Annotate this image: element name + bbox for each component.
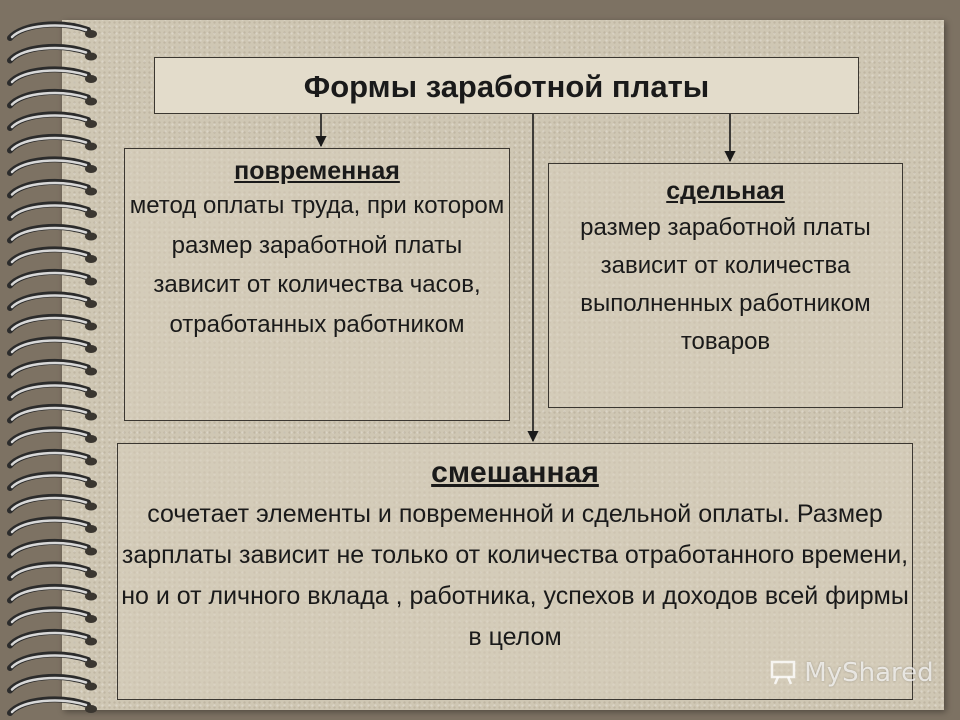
piece-rate-pay-text: размер заработной платы зависит от количества выполненных работником товаров	[580, 214, 871, 355]
spiral-coil	[10, 699, 97, 713]
spiral-coil	[10, 384, 97, 398]
spiral-coil	[10, 542, 97, 556]
spiral-coil	[10, 429, 97, 443]
mixed-pay-heading: смешанная	[431, 456, 599, 489]
spiral-coil	[10, 317, 97, 331]
time-based-pay-text: метод оплаты труда, при котором размер заработной платы зависит от количества часов, отработанных работником	[129, 192, 505, 338]
watermark	[770, 658, 934, 688]
presentation-board-icon	[770, 659, 796, 685]
spiral-binding	[0, 0, 110, 720]
diagram-title: Формы заработной платы	[303, 69, 710, 104]
spiral-coil	[10, 677, 97, 691]
spiral-coil	[10, 654, 97, 668]
time-based-pay-box	[124, 148, 510, 421]
spiral-coil	[10, 24, 97, 38]
spiral-coil	[10, 452, 97, 466]
spiral-coil	[10, 407, 97, 421]
spiral-coil	[10, 294, 97, 308]
spiral-coil	[10, 114, 97, 128]
spiral-coil	[10, 47, 97, 61]
spiral-coil	[10, 564, 97, 578]
piece-rate-pay-heading: сдельная	[666, 177, 785, 205]
spiral-coil	[10, 609, 97, 623]
time-based-pay-heading: повременная	[234, 157, 400, 185]
spiral-coil	[10, 69, 97, 83]
spiral-coil	[10, 249, 97, 263]
spiral-coil	[10, 339, 97, 353]
spiral-coil	[10, 632, 97, 646]
spiral-coil	[10, 92, 97, 106]
spiral-coil	[10, 519, 97, 533]
mixed-pay-text: сочетает элементы и повременной и сдельной оплаты. Размер зарплаты зависит не только от количества отработанного времени, но и от личного вклада , работника, успехов и доходов всей фирмы в целом	[121, 500, 909, 651]
spiral-coil	[10, 159, 97, 173]
spiral-coil	[10, 587, 97, 601]
spiral-coil	[10, 272, 97, 286]
spiral-coil	[10, 137, 97, 151]
spiral-coil	[10, 497, 97, 511]
piece-rate-pay-box	[548, 163, 903, 408]
spiral-coil	[10, 362, 97, 376]
watermark-text: MyShared	[804, 658, 934, 688]
spiral-coil	[10, 474, 97, 488]
spiral-coil	[10, 204, 97, 218]
spiral-coil	[10, 182, 97, 196]
title-box	[154, 57, 859, 114]
spiral-coil	[10, 227, 97, 241]
